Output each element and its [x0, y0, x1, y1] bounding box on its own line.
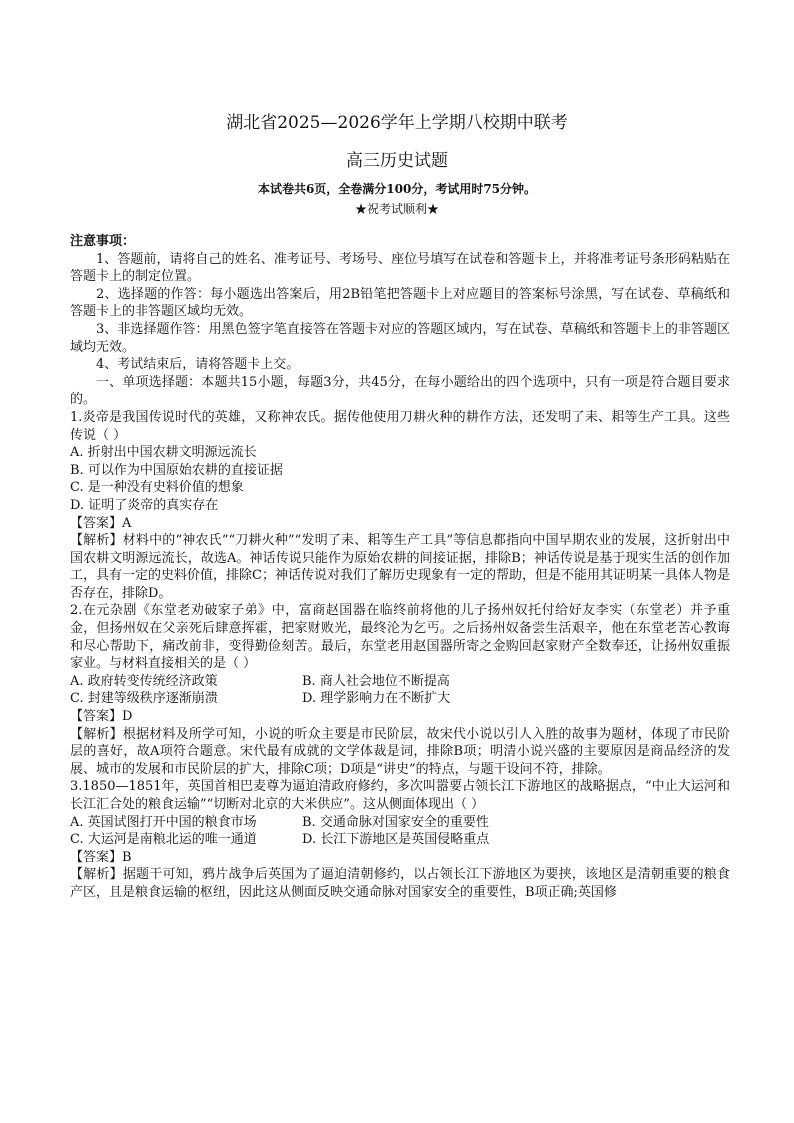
notice-item: 1、答题前，请将自己的姓名、准考证号、考场号、座位号填写在试卷和答题卡上，并将准考证号条形码粘贴在答题卡上的制定位置。 [70, 251, 730, 285]
answer-line [70, 515, 730, 533]
question-option: B. 交通命脉对国家安全的重要性 [302, 814, 489, 830]
answer-value: A [122, 515, 132, 531]
exam-wish: ★祝考试顺利★ [354, 202, 439, 216]
question-option: D. 理学影响力在不断扩大 [302, 691, 451, 707]
notice-item: 4、考试结束后，请将答题卡上交。 [96, 357, 300, 373]
option-row [70, 814, 730, 832]
answer-label: 【答案】 [70, 515, 123, 531]
exam-info: 本试卷共6页，全卷满分100分，考试用时75分钟。 [257, 182, 537, 196]
answer-value: B [122, 849, 132, 865]
question-stem: 3.1850—1851年，英国首相巴麦尊为逼迫清政府修约，多次叫嚣要占领长江下游地区的战略据点，“中止大运河和长江汇合处的粮食运输”“切断对北京的大米供应”。这从侧面体现出（ ） [70, 779, 730, 812]
question-stem: 1.炎帝是我国传说时代的英雄，又称神农氏。据传他使用刀耕火种的耕作方法，还发明了耒、耜等生产工具。这些传说（ ） [70, 409, 730, 443]
analysis-label: 【解析】 [70, 726, 123, 742]
question-option: D. 长江下游地区是英国侵略重点 [302, 832, 490, 848]
question-option: C. 大运河是南粮北运的唯一通道 [70, 832, 257, 848]
notice-heading: 注意事项： [70, 234, 136, 249]
answer-label: 【答案】 [70, 709, 123, 725]
exam-subtitle: 高三历史试题 [346, 151, 448, 171]
question-option: A. 政府转变传统经济政策 [70, 673, 218, 689]
option-row [70, 673, 730, 691]
analysis [70, 866, 730, 901]
analysis [70, 726, 730, 779]
notice-item: 2、选择题的作答：每小题选出答案后，用2B铅笔把答题卡上对应题目的答案标号涂黑，写在试卷、草稿纸和答题卡上的非答题区域均无效。 [70, 286, 730, 320]
analysis-label: 【解析】 [70, 533, 123, 549]
question-option: B. 商人社会地位不断提高 [302, 673, 450, 689]
option-row [70, 690, 730, 708]
section-heading: 一、单项选择题：本题共15小题，每题3分，共45分，在每小题给出的四个选项中，只有一项是符合题目要求的。 [70, 374, 730, 408]
question-stem: 2.在元杂剧《东堂老劝破家子弟》中，富商赵国器在临终前将他的儿子扬州奴托付给好友李实（东堂老）并予重金，但扬州奴在父亲死后肆意挥霍，把家财败光，最终沦为乞丐。之后扬州奴备尝生活艰辛，他在东堂老苦心教诲和尽心帮助下，痛改前非，变得勤俭刻苦。最后，东堂老用赵国器所寄之金购回赵家财产全数奉还，让扬州奴重振家业。与材料直接相关的是（ ） [70, 603, 730, 672]
analysis-text: 据题干可知，鸦片战争后英国为了逼迫清朝修约，以占领长江下游地区为要挟，该地区是清朝重要的粮食产区，且是粮食运输的枢纽，因此这从侧面反映交通命脉对国家安全的重要性，B项正确;英国修 [70, 867, 730, 900]
answer-value: D [122, 709, 133, 725]
answer-label: 【答案】 [70, 849, 123, 865]
question-option: C. 是一种没有史料价值的想象 [70, 480, 244, 496]
analysis-label: 【解析】 [70, 867, 123, 883]
question-option: D. 证明了炎帝的真实存在 [70, 497, 219, 513]
notice-item: 3、非选择题作答：用黑色签字笔直接答在答题卡对应的答题区域内，写在试卷、草稿纸和答题卡上的非答题区域均无效。 [70, 321, 730, 355]
analysis [70, 532, 730, 602]
answer-line [70, 849, 730, 867]
question-option: C. 封建等级秩序逐渐崩溃 [70, 691, 218, 707]
analysis-text: 根据材料及所学可知，小说的听众主要是市民阶层，故宋代小说以引人入胜的故事为题材，体现了市民阶层的喜好，故A项符合题意。宋代最有成就的文学体裁是词，排除B项；明清小说兴盛的主要原因是商品经济的发展、城市的发展和市民阶层的扩大，排除C项；D项是“讲史”的特点，与题干设问不符，排除。 [70, 726, 730, 777]
question-option: A. 折射出中国农耕文明源远流长 [70, 445, 257, 461]
exam-body [70, 233, 730, 902]
answer-line [70, 708, 730, 726]
analysis-text: 材料中的“神农氏”“刀耕火种”“发明了耒、耜等生产工具”等信息都指向中国早期农业的发展，这折射出中国农耕文明源远流长，故选A。神话传说只能作为原始农耕的间接证据，排除B；神话传说是基于现实生活的创作加工，具有一定的史料价值，排除C；神话传说对我们了解历史现象有一定的帮助，但是不能用其证明某一具体人物是否存在，排除D。 [70, 533, 730, 601]
question-option: B. 可以作为中国原始农耕的直接证据 [70, 462, 283, 478]
option-row [70, 831, 730, 849]
exam-title: 湖北省2025—2026学年上学期八校期中联考 [226, 113, 568, 133]
question-option: A. 英国试图打开中国的粮食市场 [70, 814, 257, 830]
